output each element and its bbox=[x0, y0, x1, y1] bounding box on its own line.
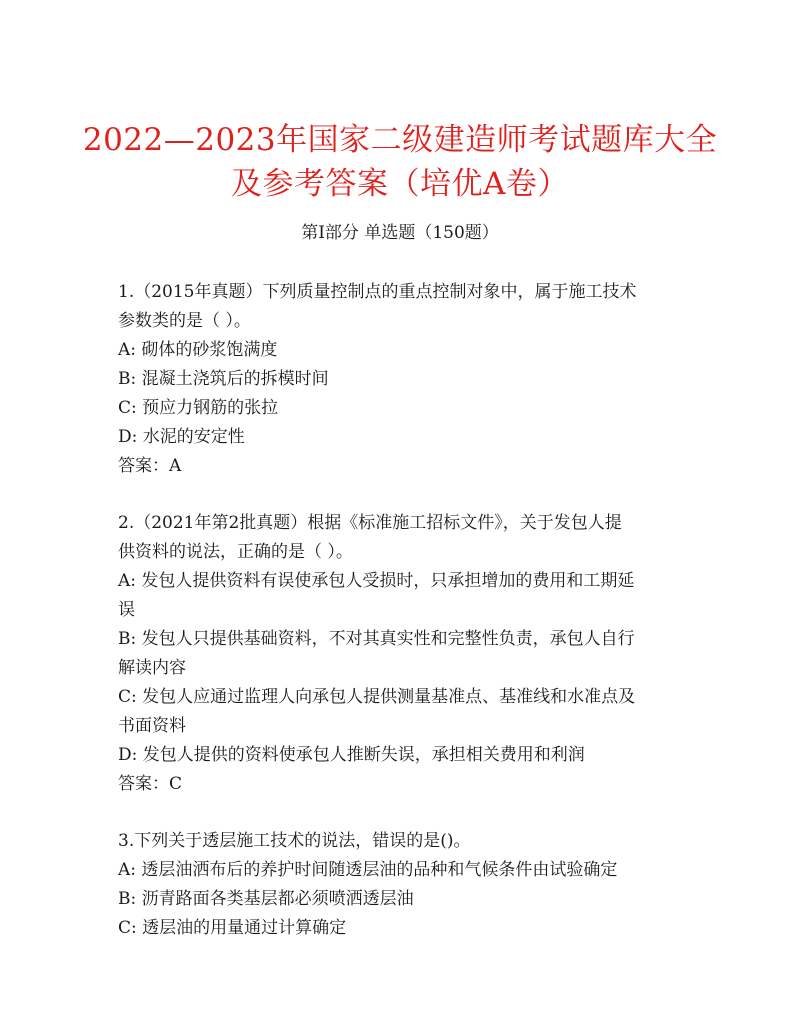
option-c-line-2: 书面资料 bbox=[118, 716, 186, 736]
option-c-line-1: C: 发包人应通过监理人向承包人提供测量基准点、基准线和水准点及 bbox=[118, 687, 636, 707]
option-a: A: 透层油洒布后的养护时间随透层油的品种和气候条件由试验确定 bbox=[118, 860, 618, 880]
option-b bbox=[118, 625, 684, 683]
question-stem: 参数类的是（ ）。 bbox=[118, 311, 251, 331]
question-stem: 1.（2015年真题）下列质量控制点的重点控制对象中，属于施工技术 bbox=[118, 282, 637, 302]
option-d: D: 水泥的安定性 bbox=[118, 427, 245, 447]
option-d bbox=[118, 741, 684, 770]
option-a bbox=[118, 567, 684, 625]
title-line-1: 2022—2023年国家二级建造师考试题库大全 bbox=[82, 122, 718, 158]
section-heading: 第I部分 单选题（150题） bbox=[301, 223, 499, 243]
option-d-line-1: D: 发包人提供的资料使承包人推断失误，承担相关费用和利润 bbox=[118, 745, 585, 765]
question-2 bbox=[118, 509, 684, 799]
option-b-line-1: B: 发包人只提供基础资料，不对其真实性和完整性负责，承包人自行 bbox=[118, 629, 635, 649]
option-a-line-2: 误 bbox=[118, 600, 135, 620]
option-a-line-1: A: 发包人提供资料有误使承包人受损时，只承担增加的费用和工期延 bbox=[118, 571, 635, 591]
option-c: C: 预应力钢筋的张拉 bbox=[118, 398, 279, 418]
title-line-2: 及参考答案（培优A卷） bbox=[231, 166, 569, 202]
question-stem: 3.下列关于透层施工技术的说法，错误的是()。 bbox=[118, 831, 471, 851]
question-1 bbox=[118, 278, 684, 481]
question-3 bbox=[118, 827, 684, 943]
option-a: A: 砌体的砂浆饱满度 bbox=[118, 340, 278, 360]
option-c bbox=[118, 683, 684, 741]
option-b: B: 沥青路面各类基层都必须喷洒透层油 bbox=[118, 889, 414, 909]
question-stem: 供资料的说法，正确的是（ ）。 bbox=[118, 542, 353, 562]
answer: 答案：A bbox=[118, 456, 182, 476]
option-b-line-2: 解读内容 bbox=[118, 658, 186, 678]
document-title bbox=[0, 118, 800, 206]
question-stem: 2.（2021年第2批真题）根据《标准施工招标文件》，关于发包人提 bbox=[118, 513, 622, 533]
question-list bbox=[118, 278, 684, 971]
option-c: C: 透层油的用量通过计算确定 bbox=[118, 918, 347, 938]
option-b: B: 混凝土浇筑后的拆模时间 bbox=[118, 369, 329, 389]
answer: 答案：C bbox=[118, 774, 183, 794]
